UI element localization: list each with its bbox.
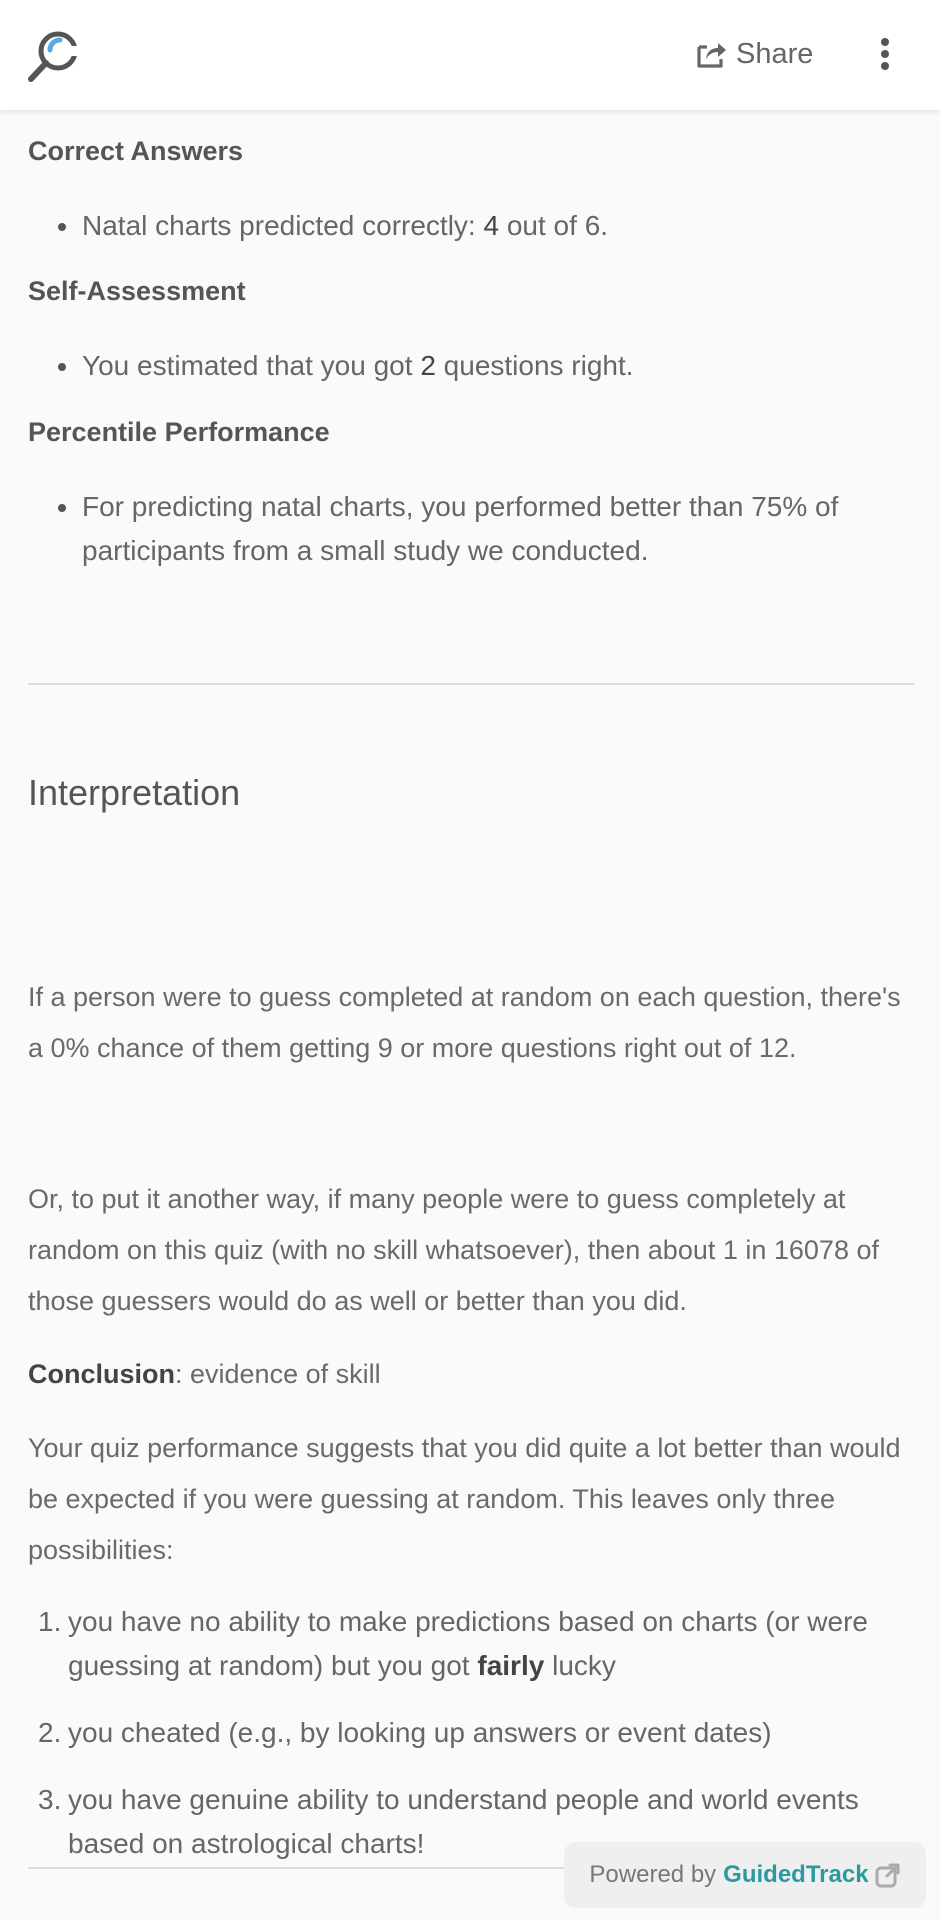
conclusion-line <box>28 1349 914 1400</box>
possibility-item <box>28 1600 914 1688</box>
possibility-text: you cheated (e.g., by looking up answers or event dates) <box>68 1717 772 1748</box>
possibility-item <box>28 1711 914 1755</box>
correct-answers-text: Natal charts predicted correctly: <box>82 210 484 241</box>
percentile-heading: Percentile Performance <box>28 417 330 447</box>
app-header <box>0 0 940 110</box>
self-assessment-count: 2 <box>420 350 436 381</box>
percentile-list <box>28 485 914 573</box>
possibility-number: 3. <box>38 1784 62 1815</box>
self-assessment-heading: Self-Assessment <box>28 276 246 306</box>
possibility-text: you have no ability to make predictions based on charts (or were guessing at random) but you got <box>68 1606 868 1681</box>
possibility-number: 1. <box>38 1606 62 1637</box>
possibility-text-end: lucky <box>544 1650 616 1681</box>
powered-by-badge[interactable] <box>564 1842 926 1908</box>
interpretation-paragraph-3: Your quiz performance suggests that you did quite a lot better than would be expected if you were guessing at random. This leaves only three possibilities: <box>28 1433 901 1565</box>
percentile-text: For predicting natal charts, you performed better than 75% of participants from a small study we conducted. <box>82 491 839 566</box>
list-item <box>28 344 914 388</box>
list-item <box>28 485 914 573</box>
list-item <box>28 204 914 248</box>
section-divider <box>28 683 914 685</box>
self-assessment-text: You estimated that you got <box>82 350 421 381</box>
conclusion-text: : evidence of skill <box>175 1359 381 1389</box>
conclusion-label: Conclusion <box>28 1359 175 1389</box>
share-label: Share <box>736 37 814 70</box>
possibility-text: you have genuine ability to understand people and world events based on astrological charts! <box>68 1784 859 1859</box>
powered-by-label: Powered by <box>589 1861 717 1888</box>
interpretation-title: Interpretation <box>28 772 241 813</box>
correct-answers-total: out of 6. <box>499 210 609 241</box>
share-button[interactable] <box>696 34 813 74</box>
correct-answers-list <box>28 204 914 248</box>
logo-icon[interactable] <box>26 26 86 86</box>
external-link-icon <box>875 1862 901 1888</box>
interpretation-paragraph-2: Or, to put it another way, if many people were to guess completely at random on this quiz (with no skill whatsoever), then about 1 in 16078 of those guessers would do as well or better than you did. <box>28 1184 879 1316</box>
possibility-emphasis: fairly <box>477 1650 545 1681</box>
correct-answers-heading: Correct Answers <box>28 136 244 166</box>
possibility-number: 2. <box>38 1717 62 1748</box>
self-assessment-suffix: questions right. <box>435 350 634 381</box>
more-vertical-icon[interactable] <box>870 34 900 74</box>
correct-answers-count: 4 <box>483 210 500 241</box>
share-icon <box>696 39 728 69</box>
guidedtrack-brand: GuidedTrack <box>723 1861 869 1888</box>
interpretation-paragraph-1: If a person were to guess completed at random on each question, there's a 0% chance of them getting 9 or more questions right out of 12. <box>28 982 901 1063</box>
possibilities-list <box>28 1600 914 1866</box>
self-assessment-list <box>28 344 914 388</box>
